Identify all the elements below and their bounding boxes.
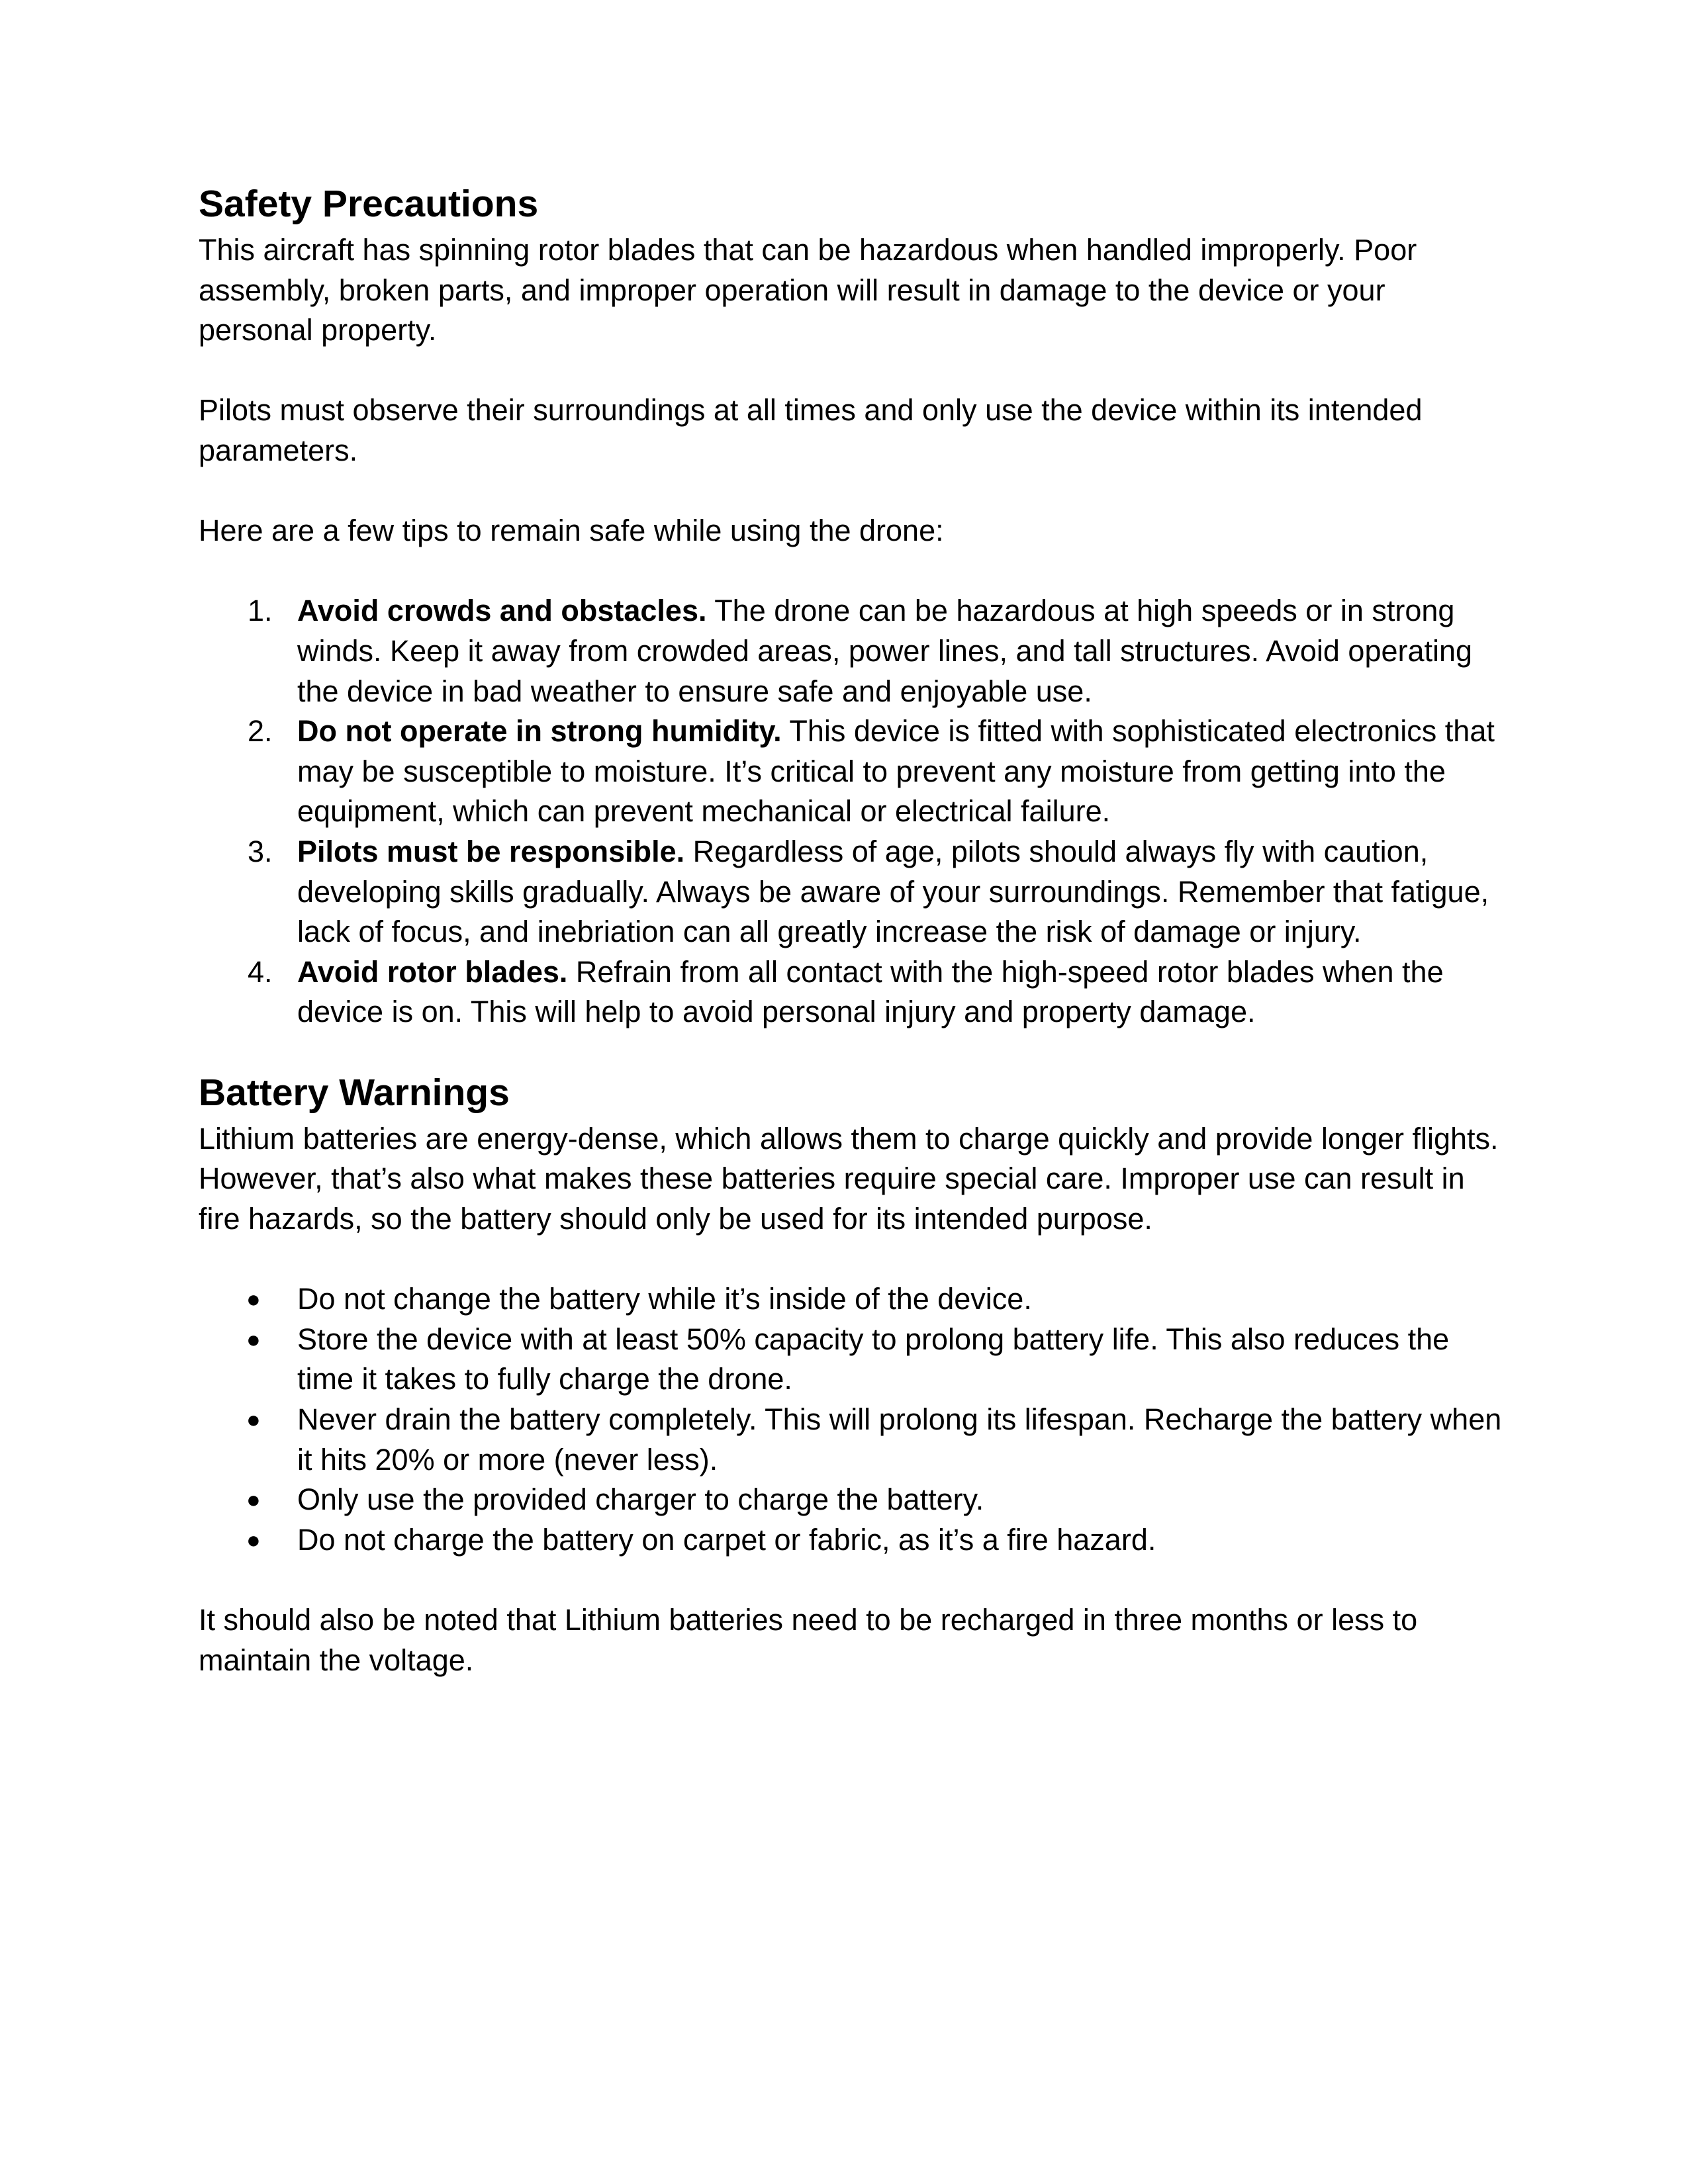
list-item [199, 832, 1503, 952]
bullet-icon: ● [246, 1486, 261, 1514]
list-number: 1. [248, 594, 273, 628]
battery-heading: Battery Warnings [199, 1071, 510, 1114]
tip-title: Pilots must be responsible. [297, 834, 685, 868]
spacer [199, 1240, 1503, 1280]
bullet-icon: ● [246, 1325, 261, 1353]
bullet-text: Do not charge the battery on carpet or fabric, as it’s a fire hazard. [297, 1522, 1156, 1557]
bullet-text: Store the device with at least 50% capacity to prolong battery life. This also reduces the time it takes to fully charge the drone. [297, 1322, 1450, 1396]
battery-intro-paragraph: Lithium batteries are energy-dense, which allows them to charge quickly and provide longer flights. However, that’s also what makes these batteries require special care. Improper use can result in fire hazards, so the battery should only be used for its intended purpose. [199, 1121, 1499, 1236]
tip-title: Avoid crowds and obstacles. [297, 594, 707, 628]
tip-text: This device is fitted with sophisticated electronics that may be susceptible to moisture. It’s critical to prevent any moisture from getting into the equipment, which can prevent mechanical or electrical failure. [297, 714, 1495, 829]
list-item [199, 591, 1503, 711]
safety-heading: Safety Precautions [199, 183, 539, 225]
bullet-text: Do not change the battery while it’s inside of the device. [297, 1282, 1032, 1316]
tip-text: The drone can be hazardous at high speeds or in strong winds. Keep it away from crowded areas, power lines, and tall structures. Avoid operating the device in bad weather to ensure safe and enjoyable use. [297, 594, 1473, 708]
bullet-icon: ● [246, 1285, 261, 1313]
list-item [199, 952, 1503, 1032]
list-item [199, 1320, 1503, 1400]
spacer [199, 1560, 1503, 1600]
tip-title: Do not operate in strong humidity. [297, 714, 782, 749]
tip-title: Avoid rotor blades. [297, 954, 568, 989]
list-number: 3. [248, 834, 273, 868]
bullet-text: Only use the provided charger to charge the battery. [297, 1482, 984, 1517]
battery-closing-paragraph: It should also be noted that Lithium batteries need to be recharged in three months or less to maintain the voltage. [199, 1603, 1418, 1677]
battery-bullet-list [199, 1279, 1503, 1560]
list-item [199, 1520, 1503, 1561]
list-item [199, 1480, 1503, 1520]
spacer [199, 551, 1503, 592]
tip-text: Refrain from all contact with the high-speed rotor blades when the device is on. This will help to avoid personal injury and property damage. [297, 954, 1444, 1029]
list-item [199, 1400, 1503, 1480]
list-number: 4. [248, 954, 273, 989]
safety-tips-intro: Here are a few tips to remain safe while using the drone: [199, 514, 944, 548]
document-page [199, 177, 1503, 1680]
list-number: 2. [248, 714, 273, 749]
safety-observe-paragraph: Pilots must observe their surroundings at all times and only use the device within its intended parameters. [199, 393, 1423, 467]
safety-tips-list [199, 591, 1503, 1032]
tip-text: Regardless of age, pilots should always fly with caution, developing skills gradually. Always be aware of your surroundings. Remember that fatigue, lack of focus, and inebriation can all greatly increase the risk of damage or injury. [297, 834, 1489, 949]
list-item [199, 1279, 1503, 1320]
spacer [199, 351, 1503, 391]
bullet-text: Never drain the battery completely. This will prolong its lifespan. Recharge the battery when it hits 20% or more (never less). [297, 1402, 1502, 1477]
list-item [199, 711, 1503, 832]
spacer [199, 1032, 1503, 1066]
spacer [199, 471, 1503, 512]
bullet-icon: ● [246, 1406, 261, 1433]
safety-intro-paragraph: This aircraft has spinning rotor blades that can be hazardous when handled improperly. Poor assembly, broken parts, and improper operation will result in damage to the device or your personal property. [199, 233, 1417, 347]
bullet-icon: ● [246, 1525, 261, 1553]
